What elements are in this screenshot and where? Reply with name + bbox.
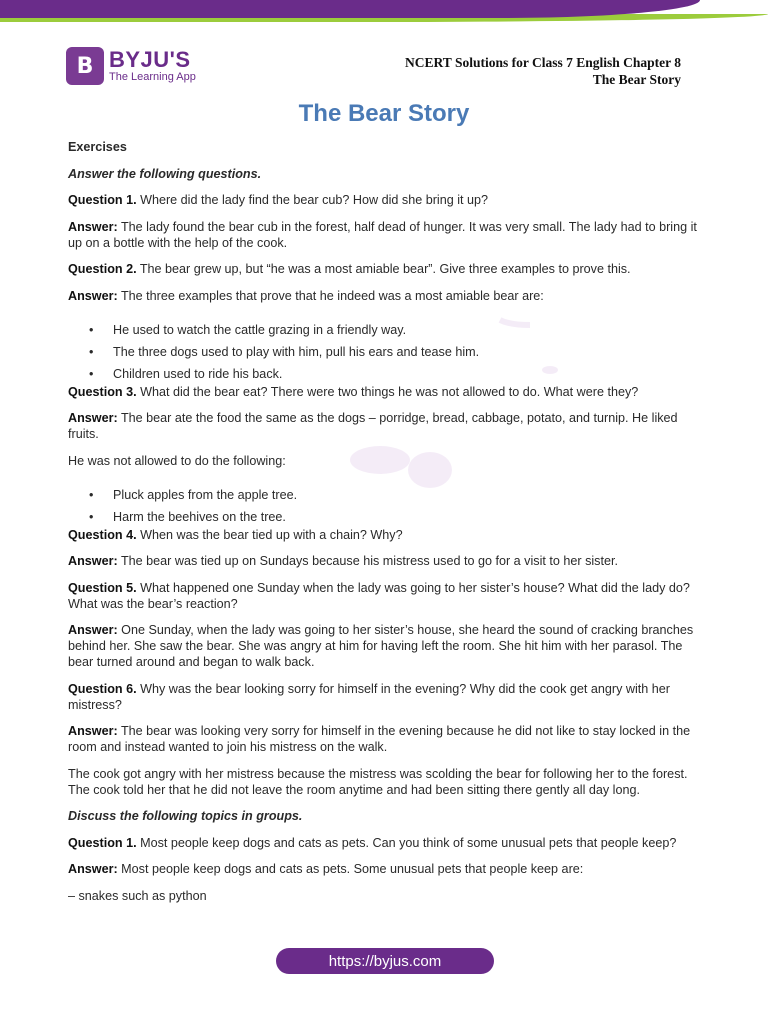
question-4: [68, 527, 704, 543]
answer-2-list: [68, 322, 704, 382]
question-label: Question 4.: [68, 527, 137, 542]
list-item: • Pluck apples from the apple tree.: [89, 487, 704, 503]
doc-title-line1: NCERT Solutions for Class 7 English Chapter 8: [405, 55, 681, 70]
answer-text: The three examples that prove that he indeed was a most amiable bear are:: [117, 288, 544, 303]
logo-b-icon: B: [66, 47, 104, 85]
answer-5: [68, 622, 704, 670]
question-label: Question 5.: [68, 580, 137, 595]
answer-3-list: [68, 487, 704, 525]
section-discuss: Discuss the following topics in groups.: [68, 809, 303, 823]
question-label: Question 2.: [68, 262, 137, 276]
question-text: Most people keep dogs and cats as pets. Can you think of some unusual pets that people keep?: [136, 835, 677, 850]
list-item: • He used to watch the cattle grazing in a friendly way.: [89, 322, 704, 338]
doc-title-line2: The Bear Story: [592, 72, 681, 87]
exercises-heading: Exercises: [68, 140, 127, 154]
logo-tagline: The Learning App: [109, 71, 196, 83]
byjus-logo: [66, 45, 196, 87]
answer-text: One Sunday, when the lady was going to her sister’s house, she heard the sound of cracking branches behind her. She saw the bear. She was angry at him for having left the room. She hit him with her parasol. The bear turned around and began to walk back.: [68, 623, 694, 669]
answer-2: [68, 288, 704, 304]
question-text: The bear grew up, but “he was a most amiable bear”. Give three examples to prove this.: [136, 262, 631, 276]
answer-label: Answer:: [68, 288, 118, 303]
question-3: [68, 384, 704, 400]
top-banner-purple: [0, 0, 700, 18]
question-1: [68, 192, 704, 208]
answer-text: Most people keep dogs and cats as pets. Some unusual pets that people keep are:: [117, 862, 584, 876]
discuss-question-1: [68, 835, 704, 851]
section-answer-questions: Answer the following questions.: [68, 166, 262, 181]
answer-label: Answer:: [68, 219, 118, 234]
answer-label: Answer:: [68, 554, 118, 568]
logo-name: BYJU'S: [109, 47, 191, 72]
question-6: [68, 681, 704, 713]
list-item: • The three dogs used to play with him, pull his ears and tease him.: [89, 344, 704, 360]
answer-label: Answer:: [68, 724, 118, 738]
answer-6-extra: The cook got angry with her mistress because the mistress was scolding the bear for following her to the forest. The cook told her that he did not leave the room anytime and had been sitting there gently all day long.: [68, 766, 688, 797]
footer-url-link[interactable]: https://byjus.com: [276, 948, 494, 974]
discuss-answer-1-extra: – snakes such as python: [68, 888, 207, 903]
discuss-answer-1: [68, 861, 704, 877]
question-text: What happened one Sunday when the lady was going to her sister’s house? What did the lady do? What was the bear’s reaction?: [68, 580, 690, 611]
question-text: When was the bear tied up with a chain? Why?: [136, 527, 403, 542]
answer-3: [68, 410, 704, 442]
question-label: Question 6.: [68, 681, 137, 696]
question-2: [68, 261, 704, 277]
answer-text: The lady found the bear cub in the forest, half dead of hunger. It was very small. The lady had to bring it up on a bottle with the help of the cook.: [68, 219, 697, 250]
page-title: The Bear Story: [298, 100, 470, 127]
answer-6: [68, 723, 704, 755]
question-label: Question 1.: [68, 193, 137, 207]
list-item: • Harm the beehives on the tree.: [89, 509, 704, 525]
answer-1: [68, 219, 704, 251]
answer-text: The bear ate the food the same as the dogs – porridge, bread, cabbage, potato, and turnip. He liked fruits.: [68, 411, 678, 441]
question-5: [68, 580, 704, 612]
answer-text: The bear was looking very sorry for himself in the evening because he did not like to stay locked in the room and instead wanted to join his mistress on the walk.: [68, 724, 691, 754]
answer-label: Answer:: [68, 862, 118, 876]
list-item: • Children used to ride his back.: [89, 366, 704, 382]
answer-label: Answer:: [68, 411, 118, 425]
top-banner: [0, 0, 768, 26]
main-content: [68, 139, 704, 914]
document-header: [405, 54, 681, 88]
answer-text: The bear was tied up on Sundays because his mistress used to go for a visit to her sister.: [117, 554, 618, 568]
answer-4: [68, 553, 704, 569]
answer-label: Answer:: [68, 623, 118, 637]
question-label: Question 3.: [68, 384, 137, 399]
question-label: Question 1.: [68, 835, 137, 850]
question-text: Where did the lady find the bear cub? How did she bring it up?: [136, 193, 489, 207]
question-text: What did the bear eat? There were two things he was not allowed to do. What were they?: [136, 384, 639, 399]
answer-3-extra: He was not allowed to do the following:: [68, 453, 286, 468]
question-text: Why was the bear looking sorry for himself in the evening? Why did the cook get angry with her mistress?: [68, 681, 670, 712]
